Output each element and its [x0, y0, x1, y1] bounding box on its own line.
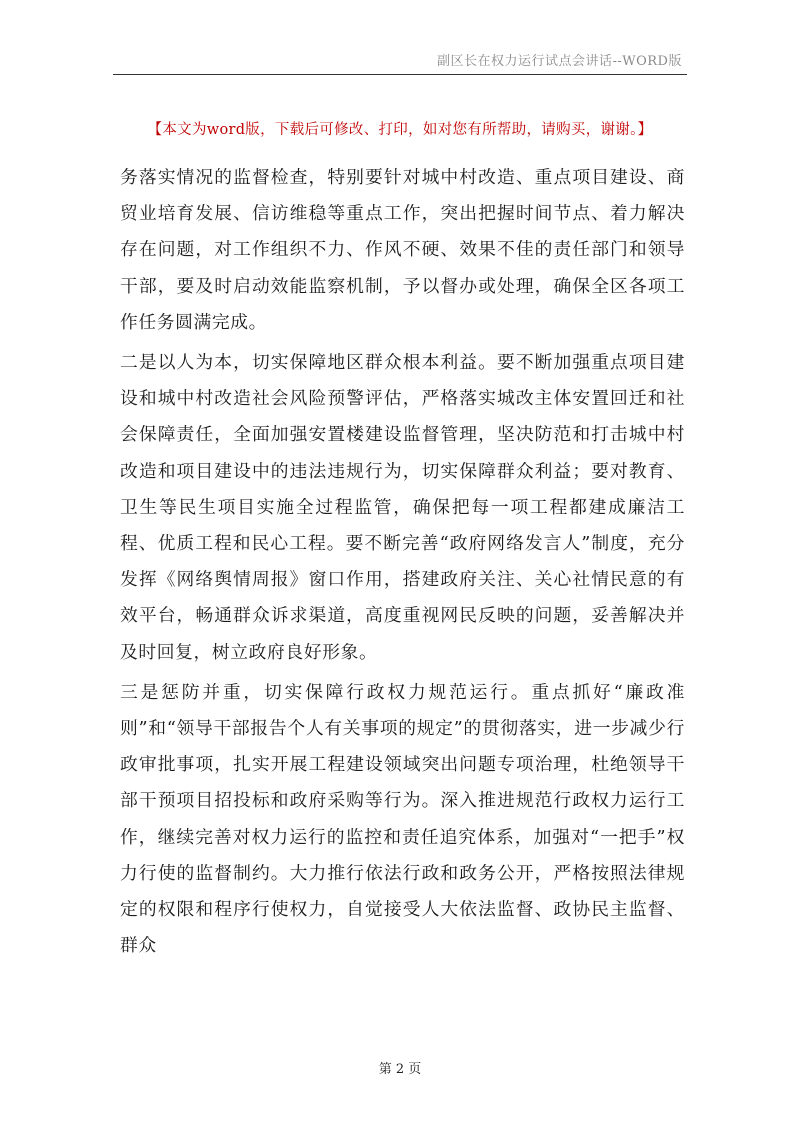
paragraph: 二是以人为本，切实保障地区群众根本利益。要不断加强重点项目建设和城中村改造社会风险预警评估，严格落实城改主体安置回迁和社会保障责任，全面加强安置楼建设监督管理，坚决防范和打击城中村改造和项目建设中的违法违规行为，切实保障群众利益；要对教育、卫生等民生项目实施全过程监管，确保把每一项工程都建成廉洁工程、优质工程和民心工程。要不断完善“政府网络发言人”制度，充分发挥《网络舆情周报》窗口作用，搭建政府关注、关心社情民意的有效平台，畅通群众诉求渠道，高度重视网民反映的问题，妥善解决并及时回复，树立政府良好形象。 — [120, 352, 685, 663]
download-notice: 【本文为word版，下载后可修改、打印，如对您有所帮助，请购买，谢谢。】 — [147, 122, 653, 138]
paragraph: 三是惩防并重，切实保障行政权力规范运行。重点抓好“廉政准则”和“领导干部报告个人有关事项的规定”的贯彻落实，进一步减少行政审批事项，扎实开展工程建设领域突出问题专项治理，杜绝领导干部干预项目招投标和政府采购等行为。深入推进规范行政权力运行工作，继续完善对权力运行的监控和责任追究体系，加强对“一把手”权力行使的监督制约。大力推行依法行政和政务公开，严格按照法律规定的权限和程序行使权力，自觉接受人大依法监督、政协民主监督、群众 — [120, 681, 685, 957]
header-title: 副区长在权力运行试点会讲话--WORD版 — [436, 54, 682, 69]
paragraph: 务落实情况的监督检查，特别要针对城中村改造、重点项目建设、商贸业培育发展、信访维稳等重点工作，突出把握时间节点、着力解决存在问题，对工作组织不力、作风不硬、效果不佳的责任部门和领导干部，要及时启动效能监察机制，予以督办或处理，确保全区各项工作任务圆满完成。 — [120, 167, 685, 333]
document-body — [120, 160, 685, 968]
page-number: 第 2 页 — [378, 1062, 422, 1077]
header-divider — [113, 74, 687, 75]
